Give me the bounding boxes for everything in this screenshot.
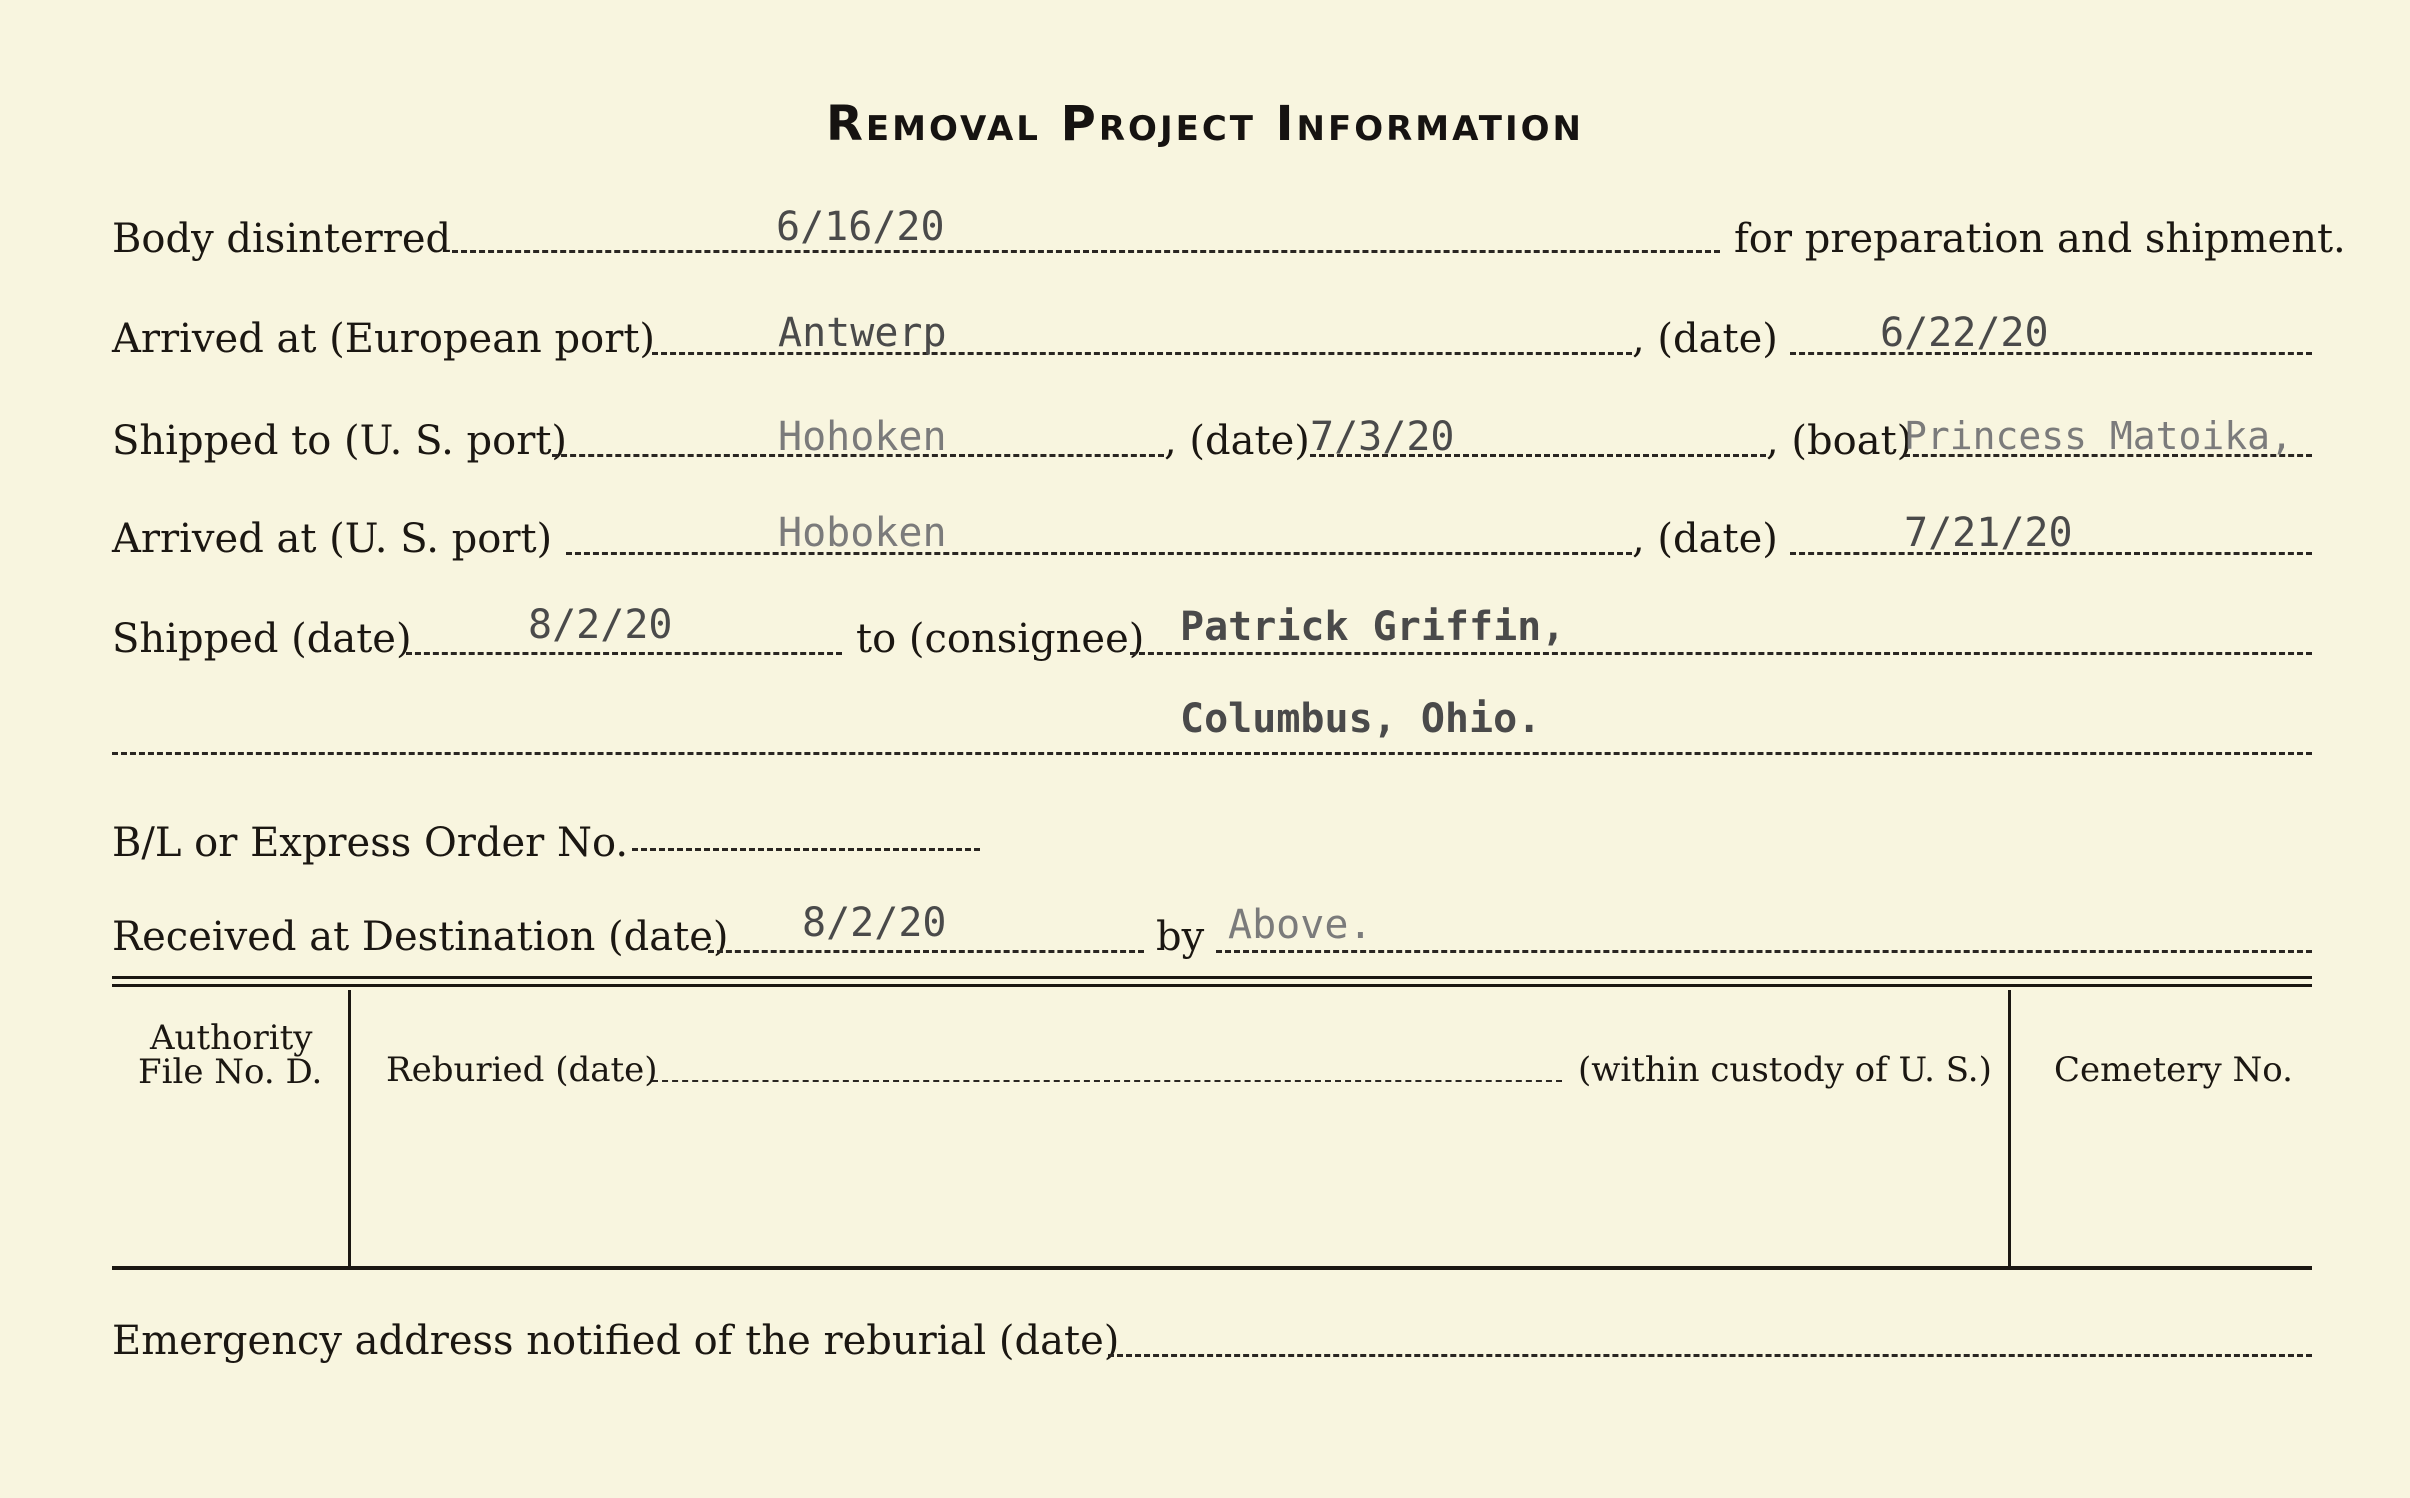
shipped-date-line <box>406 652 842 655</box>
table-bottom-rule <box>112 1266 2312 1270</box>
arrived-european-label: Arrived at (European port) <box>112 316 656 362</box>
table-top-rule-2 <box>112 984 2312 987</box>
page-title: Removal Project Information <box>825 96 1585 152</box>
body-disinterred-label: Body disinterred <box>112 216 452 262</box>
reburied-custody: (within custody of U. S.) <box>1578 1050 1992 1090</box>
authority-line1: Authority <box>150 1018 313 1058</box>
reburied-label: Reburied (date) <box>386 1050 658 1090</box>
emergency-label: Emergency address notified of the reburial (date) <box>112 1318 1120 1364</box>
received-by-label: by <box>1156 914 1205 960</box>
arrived-european-port: Antwerp <box>778 310 947 356</box>
body-disinterred-date: 6/16/20 <box>776 204 945 250</box>
shipped-us-label: Shipped to (U. S. port) <box>112 418 567 464</box>
received-label: Received at Destination (date) <box>112 914 729 960</box>
shipped-us-boat-label: , (boat) <box>1766 418 1913 464</box>
arrived-european-date: 6/22/20 <box>1880 310 2049 356</box>
bl-order-line <box>632 848 980 851</box>
reburied-line <box>652 1080 1562 1082</box>
arrived-us-port: Hoboken <box>778 510 947 556</box>
shipped-date-label: Shipped (date) <box>112 616 412 662</box>
received-date: 8/2/20 <box>802 900 947 946</box>
arrived-us-date-label: , (date) <box>1632 516 1778 562</box>
arrived-us-date: 7/21/20 <box>1904 510 2073 556</box>
shipped-us-date: 7/3/20 <box>1310 414 1455 460</box>
arrived-us-port-line <box>566 552 1632 555</box>
table-divider-left <box>348 990 351 1266</box>
received-by: Above. <box>1228 902 1373 948</box>
bl-order-label: B/L or Express Order No. <box>112 820 629 866</box>
consignee-city-line <box>112 752 2312 755</box>
shipped-us-date-label: , (date) <box>1164 418 1310 464</box>
cemetery-label: Cemetery No. <box>2054 1050 2293 1090</box>
received-by-line <box>1216 950 2312 953</box>
consignee-label: to (consignee) <box>856 616 1145 662</box>
body-disinterred-suffix: for preparation and shipment. <box>1734 216 2346 262</box>
body-disinterred-line <box>452 250 1720 253</box>
shipped-us-boat: Princess Matoika, <box>1904 414 2293 458</box>
shipped-date: 8/2/20 <box>528 602 673 648</box>
arrived-european-date-label: , (date) <box>1632 316 1778 362</box>
consignee-city: Columbus, Ohio. <box>1180 696 1542 742</box>
arrived-european-date-line <box>1790 352 2312 355</box>
consignee-line <box>1130 652 2312 655</box>
consignee-name: Patrick Griffin, <box>1180 604 1566 650</box>
authority-line2: File No. D. <box>138 1052 323 1092</box>
received-date-line <box>708 950 1144 953</box>
arrived-us-label: Arrived at (U. S. port) <box>112 516 553 562</box>
table-top-rule <box>112 976 2312 979</box>
shipped-us-port: Hohoken <box>778 414 947 460</box>
table-divider-right <box>2008 990 2011 1266</box>
emergency-line <box>1108 1354 2312 1357</box>
